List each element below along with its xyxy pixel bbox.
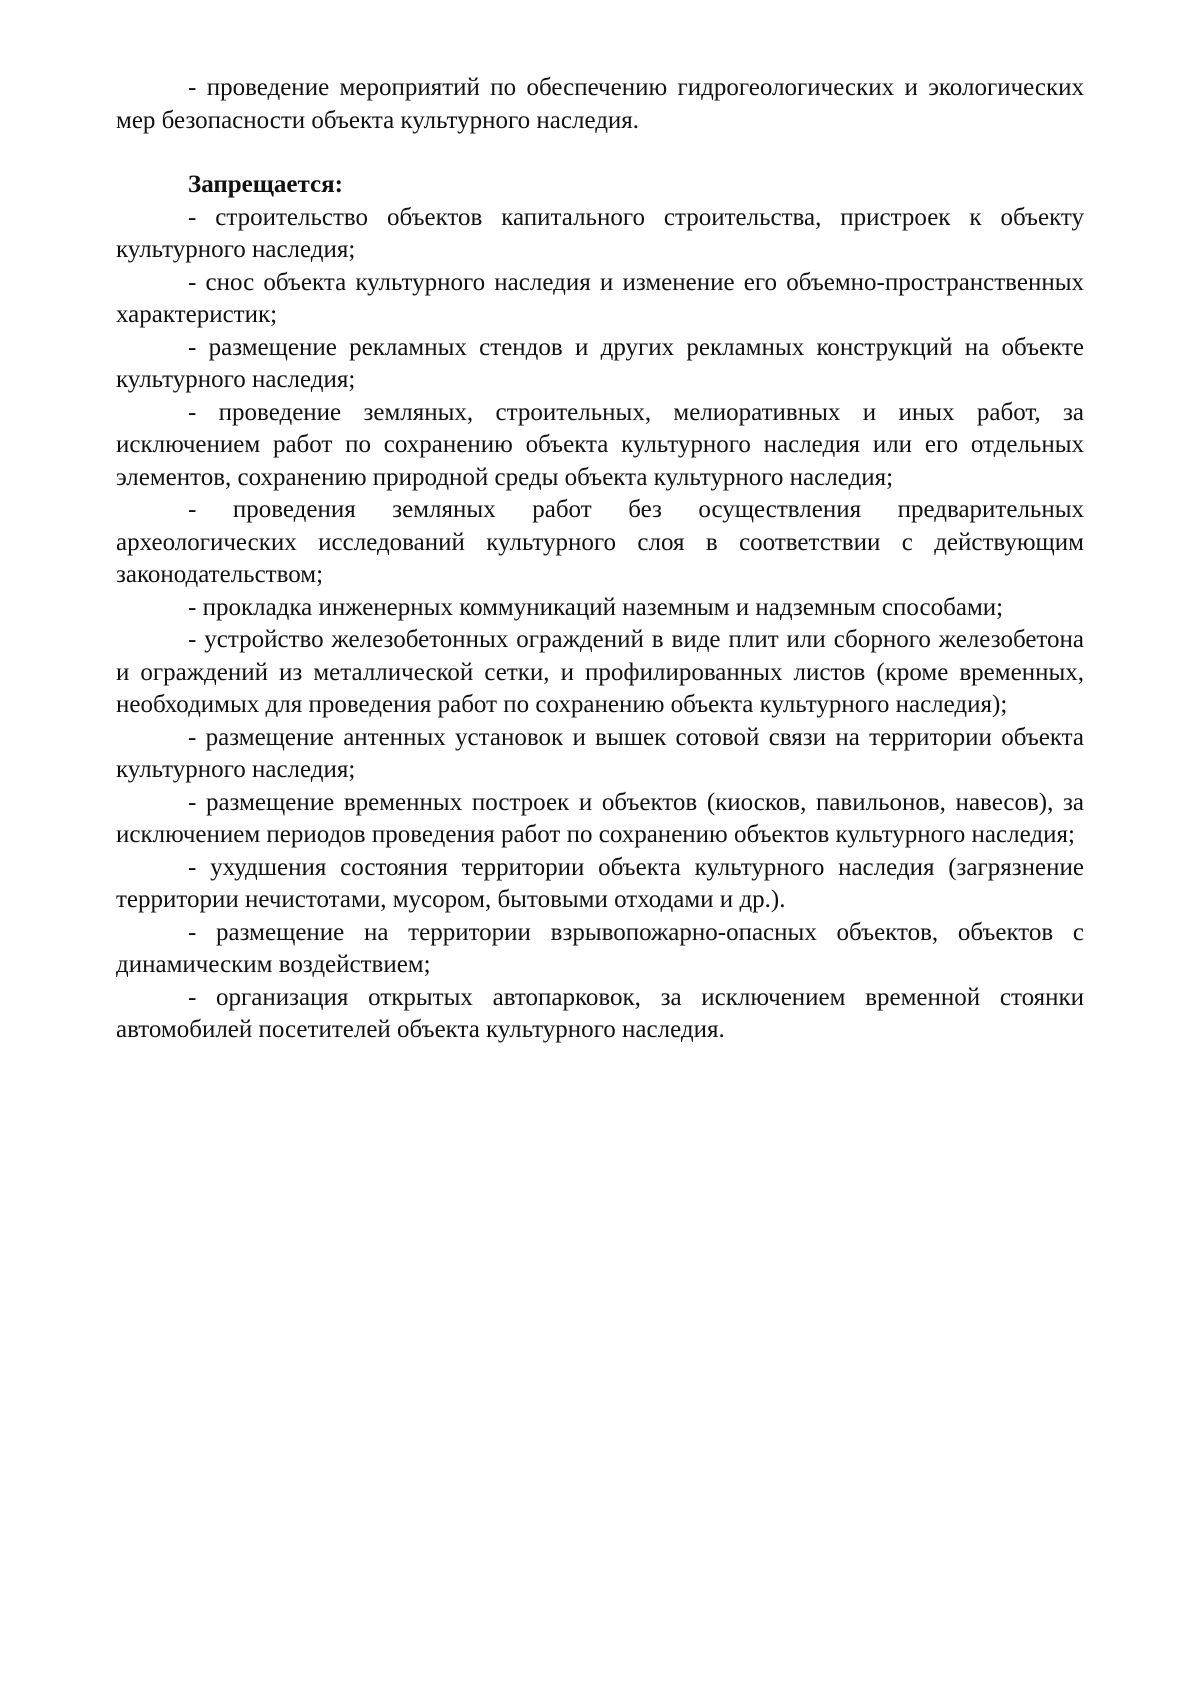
intro-paragraph: - проведение мероприятий по обеспечению гидрогеологических и экологических мер безопасности объекта культурного наследия. [116, 74, 1084, 134]
list-item: - ухудшения состояния территории объекта культурного наследия (загрязнение территории нечистотами, мусором, бытовыми отходами и др.). [116, 853, 1084, 913]
list-item: - размещение антенных установок и вышек сотовой связи на территории объекта культурного наследия; [116, 723, 1084, 783]
list-item: - прокладка инженерных коммуникаций наземным и надземным способами; [188, 593, 1004, 621]
section-heading: Запрещается: [188, 171, 344, 198]
list-item: - размещение рекламных стендов и других рекламных конструкций на объекте культурного наследия; [116, 333, 1084, 393]
list-item: - размещение на территории взрывопожарно-опасных объектов, объектов с динамическим воздействием; [116, 918, 1084, 978]
list-item: - размещение временных построек и объектов (киосков, павильонов, навесов), за исключением периодов проведения работ по сохранению объектов культурного наследия; [116, 788, 1084, 848]
list-item: - проведения земляных работ без осуществления предварительных археологических исследований культурного слоя в соответствии с действующим законодательством; [116, 496, 1084, 588]
list-item: - организация открытых автопарковок, за исключением временной стоянки автомобилей посетителей объекта культурного наследия. [116, 983, 1084, 1043]
list-item: - снос объекта культурного наследия и изменение его объемно-пространственных характеристик; [116, 268, 1084, 328]
list-item: - проведение земляных, строительных, мелиоративных и иных работ, за исключением работ по сохранению объекта культурного наследия или его отдельных элементов, сохранению природной среды объекта культурного наследия; [116, 398, 1084, 491]
document-page [116, 72, 1084, 1047]
list-item: - строительство объектов капитального строительства, пристроек к объекту культурного наследия; [116, 203, 1084, 263]
list-item: - устройство железобетонных ограждений в виде плит или сборного железобетона и ограждений из металлической сетки, и профилированных листов (кроме временных, необходимых для проведения работ по сохранению объекта культурного наследия); [116, 626, 1084, 718]
